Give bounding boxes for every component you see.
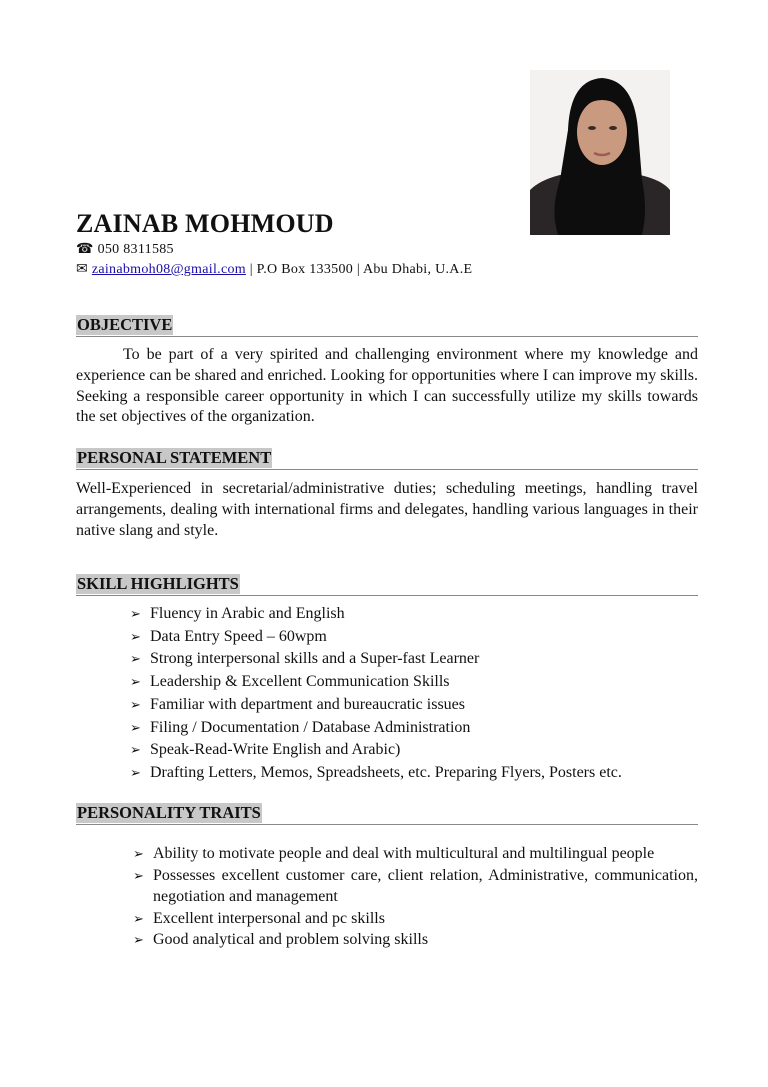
email-address-line <box>76 261 472 279</box>
email-link[interactable]: zainabmoh08@gmail.com <box>91 262 246 277</box>
arrow-bullet-icon: ➢ <box>133 846 144 861</box>
arrow-bullet-icon: ➢ <box>130 719 141 735</box>
personal-statement-text: Well-Experienced in secretarial/administrative duties; scheduling meetings, handling travel arrangements, dealing with international firms and delegates, handling various languages in their native slang and style. <box>76 480 698 539</box>
traits-list <box>76 843 698 951</box>
objective-heading: OBJECTIVE <box>76 315 698 337</box>
arrow-bullet-icon: ➢ <box>130 651 141 667</box>
list-item <box>76 739 698 762</box>
objective-text: To be part of a very spirited and challenging environment where my knowledge and experience can be shared and enriched. Looking for opportunities where I can improve my skills. Seeking a responsible career opportunity in which I can successfully utilize my skills towards the set objectives of the organization. <box>76 346 699 426</box>
arrow-bullet-icon: ➢ <box>130 696 141 712</box>
profile-photo <box>530 70 670 235</box>
list-item <box>76 865 698 908</box>
list-item-text: Possesses excellent customer care, client relation, Administrative, communication, negotiation and management <box>153 866 698 906</box>
list-item-text: Strong interpersonal skills and a Super-fast Learner <box>150 650 480 668</box>
list-item <box>76 908 698 930</box>
list-item <box>76 929 698 951</box>
list-item <box>76 603 698 626</box>
list-item-text: Speak-Read-Write English and Arabic) <box>150 741 401 759</box>
list-item <box>76 843 698 865</box>
personal-statement-heading: PERSONAL STATEMENT <box>76 448 698 470</box>
arrow-bullet-icon: ➢ <box>133 932 144 948</box>
skill-list <box>76 603 698 785</box>
arrow-bullet-icon: ➢ <box>130 606 141 621</box>
list-item <box>76 762 698 785</box>
arrow-bullet-icon: ➢ <box>130 628 141 644</box>
arrow-bullet-icon: ➢ <box>130 674 141 690</box>
address: | P.O Box 133500 | Abu Dhabi, U.A.E <box>245 262 473 277</box>
list-item <box>76 717 698 740</box>
list-item-text: Data Entry Speed – 60wpm <box>150 627 327 645</box>
list-item-text: Good analytical and problem solving skills <box>153 931 429 949</box>
personality-traits-heading: PERSONALITY TRAITS <box>76 803 698 825</box>
arrow-bullet-icon: ➢ <box>133 867 144 883</box>
phone-line <box>76 241 174 259</box>
arrow-bullet-icon: ➢ <box>130 742 141 758</box>
arrow-bullet-icon: ➢ <box>130 764 141 780</box>
list-item-text: Filing / Documentation / Database Administration <box>150 718 471 736</box>
list-item <box>76 671 698 694</box>
phone-number: 050 8311585 <box>97 242 174 257</box>
envelope-icon: ✉ <box>76 262 89 277</box>
arrow-bullet-icon: ➢ <box>133 910 144 926</box>
list-item-text: Fluency in Arabic and English <box>150 605 345 622</box>
list-item <box>76 648 698 671</box>
list-item-text: Drafting Letters, Memos, Spreadsheets, etc. Preparing Flyers, Posters etc. <box>150 763 622 781</box>
list-item <box>76 694 698 717</box>
telephone-icon: ☎ <box>76 242 94 257</box>
list-item-text: Leadership & Excellent Communication Skills <box>150 673 450 691</box>
list-item-text: Excellent interpersonal and pc skills <box>153 909 385 927</box>
list-item-text: Familiar with department and bureaucratic issues <box>150 695 466 713</box>
list-item-text: Ability to motivate people and deal with multicultural and multilingual people <box>153 845 655 862</box>
list-item <box>76 626 698 649</box>
skill-highlights-heading: SKILL HIGHLIGHTS <box>76 574 698 596</box>
candidate-name: ZAINAB MOHMOUD <box>76 209 334 238</box>
